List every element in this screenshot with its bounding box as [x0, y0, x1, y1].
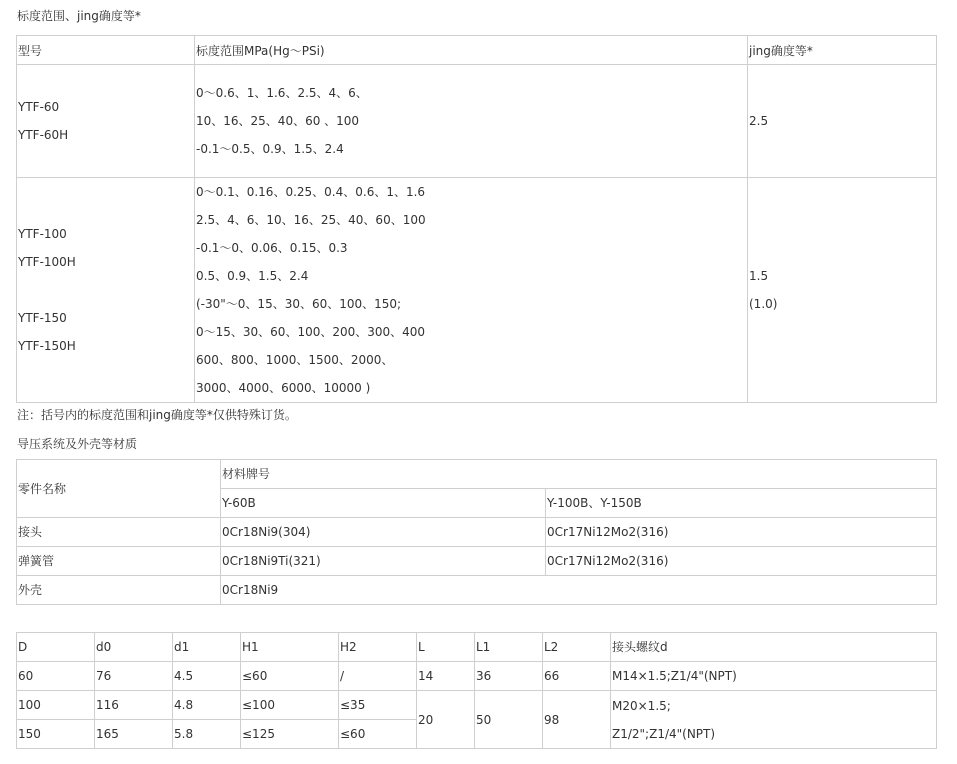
table-row — [17, 547, 937, 576]
range-cell — [195, 65, 748, 178]
table-cell: 4.8 — [173, 691, 241, 720]
range-section-title: 标度范围、jing确度等* — [17, 9, 141, 23]
table-cell: M14×1.5;Z1/4"(NPT) — [611, 662, 937, 691]
header-cell: L — [417, 633, 475, 662]
dimension-table — [16, 632, 937, 749]
table-row — [17, 576, 937, 605]
table-cell: 150 — [17, 720, 95, 749]
table-cell: 116 — [95, 691, 173, 720]
header-cell: 接头螺纹d — [611, 633, 937, 662]
accuracy-text: 1.5 — [749, 269, 769, 283]
table-row — [17, 518, 937, 547]
table-cell: 接头 — [17, 518, 221, 547]
table-cell: ≤60 — [241, 662, 339, 691]
table-header-row — [17, 460, 937, 489]
table-cell: 4.5 — [173, 662, 241, 691]
range-text: 600、800、1000、1500、2000、 — [196, 353, 394, 367]
header-cell: H2 — [339, 633, 417, 662]
table-cell: 50 — [475, 691, 543, 749]
range-text: (-30"～0、15、30、60、100、150; — [196, 297, 402, 311]
table-cell: ≤125 — [241, 720, 339, 749]
table-cell: 0Cr17Ni12Mo2(316) — [546, 518, 937, 547]
table-cell: 60 — [17, 662, 95, 691]
range-text: 0～0.1、0.16、0.25、0.4、0.6、1、1.6 — [196, 185, 426, 199]
model-text: YTF-60H — [18, 128, 69, 142]
material-table — [16, 459, 937, 605]
material-header-cell: 材料牌号 — [221, 460, 937, 489]
header-cell: D — [17, 633, 95, 662]
table-row — [17, 65, 937, 178]
table-cell: ≤100 — [241, 691, 339, 720]
range-text: 10、16、25、40、60 、100 — [196, 114, 360, 128]
table-cell: 外壳 — [17, 576, 221, 605]
range-note: 注：括号内的标度范围和jing确度等*仅供特殊订货。 — [17, 408, 297, 422]
accuracy-cell — [748, 178, 937, 403]
accuracy-text: 2.5 — [749, 114, 769, 128]
model-text: YTF-60 — [18, 100, 60, 114]
table-row — [17, 178, 937, 403]
model-text: YTF-150 — [18, 311, 67, 325]
table-cell: 0Cr18Ni9 — [221, 576, 937, 605]
table-row — [17, 662, 937, 691]
table-cell: 0Cr18Ni9Ti(321) — [221, 547, 546, 576]
thread-text: M20×1.5; — [612, 698, 671, 713]
header-cell: L1 — [475, 633, 543, 662]
accuracy-text: (1.0) — [749, 297, 778, 311]
table-header-row — [17, 633, 937, 662]
range-text: 0～15、30、60、100、200、300、400 — [196, 325, 426, 339]
range-text: 3000、4000、6000、10000 ) — [196, 381, 371, 395]
table-cell: 14 — [417, 662, 475, 691]
table-row — [17, 691, 937, 720]
range-cell — [195, 178, 748, 403]
table-cell: 165 — [95, 720, 173, 749]
table-cell: 36 — [475, 662, 543, 691]
header-cell: Y-60B — [221, 489, 546, 518]
range-text: -0.1～0、0.06、0.15、0.3 — [196, 241, 348, 255]
part-header-cell: 零件名称 — [17, 460, 221, 518]
table-cell: 0Cr18Ni9(304) — [221, 518, 546, 547]
accuracy-cell — [748, 65, 937, 178]
model-cell — [17, 178, 195, 403]
table-cell: 20 — [417, 691, 475, 749]
header-cell: 标度范围MPa(Hg～PSi) — [195, 36, 748, 65]
header-cell: Y-100B、Y-150B — [546, 489, 937, 518]
header-cell: H1 — [241, 633, 339, 662]
table-cell: 弹簧管 — [17, 547, 221, 576]
model-text: YTF-100H — [18, 255, 76, 269]
model-cell — [17, 65, 195, 178]
range-text: 0.5、0.9、1.5、2.4 — [196, 269, 309, 283]
range-table — [16, 35, 937, 403]
range-text: 2.5、4、6、10、16、25、40、60、100 — [196, 213, 426, 227]
table-cell: 100 — [17, 691, 95, 720]
thread-text: Z1/2";Z1/4"(NPT) — [612, 726, 716, 741]
header-cell: jing确度等* — [748, 36, 937, 65]
header-cell: L2 — [543, 633, 611, 662]
table-header-row — [17, 36, 937, 65]
header-cell: d1 — [173, 633, 241, 662]
table-cell: / — [339, 662, 417, 691]
range-text: 0～0.6、1、1.6、2.5、4、6、 — [196, 86, 368, 100]
table-cell: 5.8 — [173, 720, 241, 749]
table-cell: 98 — [543, 691, 611, 749]
table-cell: 66 — [543, 662, 611, 691]
table-cell: ≤35 — [339, 691, 417, 720]
range-text: -0.1～0.5、0.9、1.5、2.4 — [196, 142, 344, 156]
model-text: YTF-150H — [18, 339, 76, 353]
thread-cell — [611, 691, 937, 749]
model-text: YTF-100 — [18, 227, 67, 241]
table-cell: ≤60 — [339, 720, 417, 749]
header-cell: d0 — [95, 633, 173, 662]
table-cell: 76 — [95, 662, 173, 691]
material-section-title: 导压系统及外壳等材质 — [17, 437, 138, 451]
table-cell: 0Cr17Ni12Mo2(316) — [546, 547, 937, 576]
header-cell: 型号 — [17, 36, 195, 65]
